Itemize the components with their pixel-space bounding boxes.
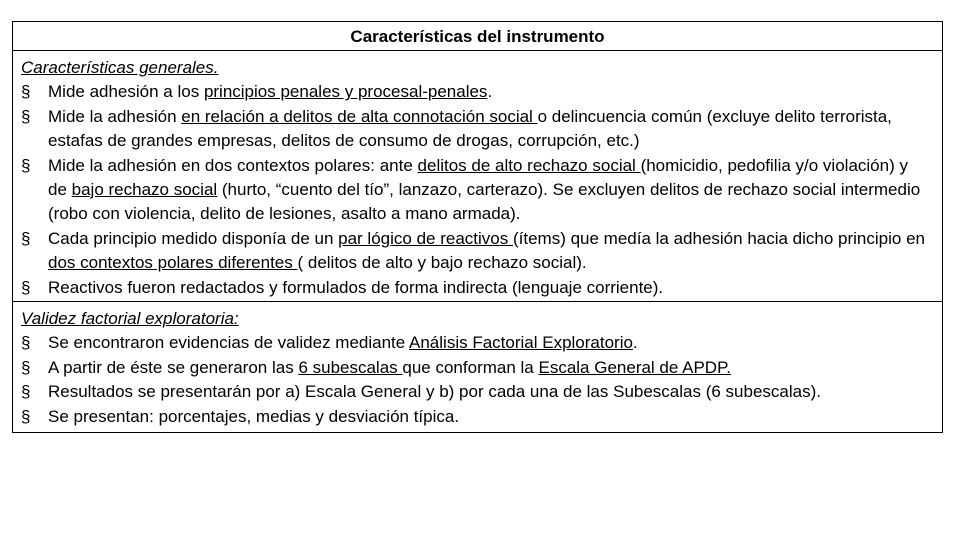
list-item: § A partir de éste se generaron las 6 subescalas que conforman la Escala General de APDP.: [21, 356, 928, 380]
list-item: § Mide la adhesión en dos contextos polares: ante delitos de alto rechazo social (homicidio, pedofilia y/o violación) y de bajo rechazo social (hurto, “cuento del tío”, lanzazo, carterazo). Se excluyen delitos de rechazo social intermedio (robo con violencia, delito de lesiones, asalto a mano armada).: [21, 155, 921, 224]
bullet-icon: §: [21, 155, 31, 175]
bullet-icon: §: [21, 228, 31, 248]
bullet-icon: §: [21, 82, 31, 102]
bullet-icon: §: [21, 382, 31, 402]
list-item: § Mide la adhesión en relación a delitos de alta connotación social o delincuencia común (excluye delito terrorista, estafas de grandes empresas, delitos de consumo de drogas, corrupción, etc.): [21, 106, 892, 151]
section-title-validity: Validez factorial exploratoria:: [21, 309, 239, 329]
table-header: Características del instrumento: [13, 22, 942, 51]
section-title-general: Características generales.: [21, 58, 219, 77]
bullet-icon: §: [21, 357, 31, 377]
list-item: § Mide adhesión a los principios penales y procesal-penales.: [21, 80, 928, 104]
list-item: § Se presentan: porcentajes, medias y desviación típica.: [21, 405, 928, 429]
list-item: § Resultados se presentarán por a) Escala General y b) por cada una de las Subescalas (6 subescalas).: [21, 380, 928, 404]
list-item: § Se encontraron evidencias de validez mediante Análisis Factorial Exploratorio.: [21, 331, 928, 355]
bullet-icon: §: [21, 277, 31, 297]
general-list: [21, 80, 928, 300]
bullet-icon: §: [21, 406, 31, 426]
list-item: § Cada principio medido disponía de un par lógico de reactivos (ítems) que medía la adhesión hacia dicho principio en dos contextos polares diferentes ( delitos de alto y bajo rechazo social).: [21, 228, 925, 273]
section-validity: [13, 302, 942, 432]
bullet-icon: §: [21, 106, 31, 126]
bullet-icon: §: [21, 333, 31, 353]
validity-list: [21, 331, 928, 429]
section-general: [13, 51, 942, 302]
list-item: § Reactivos fueron redactados y formulados de forma indirecta (lenguaje corriente).: [21, 276, 928, 300]
instrument-table: [12, 21, 943, 433]
